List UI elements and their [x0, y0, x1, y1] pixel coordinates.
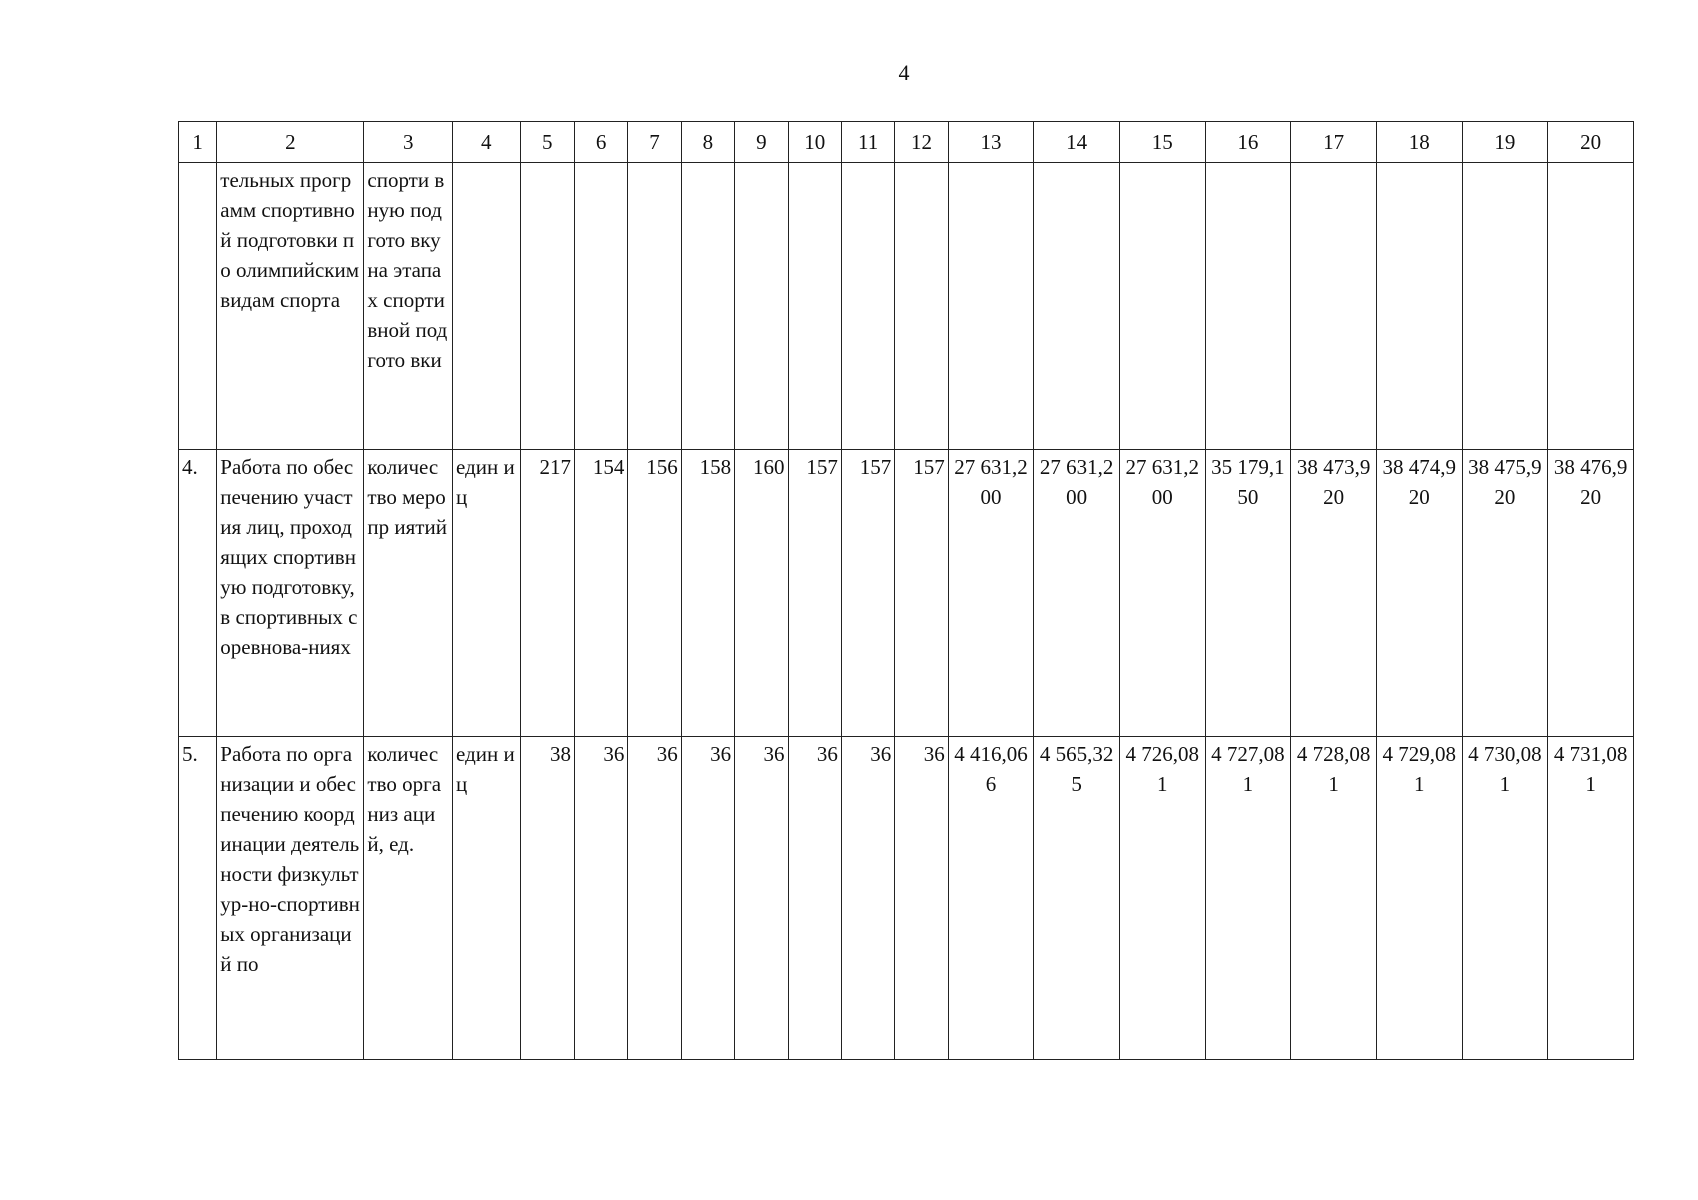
money-cell: 35 179,150 [1205, 450, 1291, 737]
value-cell: 154 [574, 450, 627, 737]
column-header: 3 [364, 122, 453, 163]
value-cell: 157 [895, 450, 948, 737]
value-cell [735, 163, 788, 450]
column-header: 6 [574, 122, 627, 163]
money-cell: 4 565,325 [1034, 737, 1120, 1060]
indicator-name: количес тво организ аций, ед. [364, 737, 453, 1060]
column-header: 5 [520, 122, 574, 163]
unit-cell: един иц [453, 737, 521, 1060]
value-cell: 36 [895, 737, 948, 1060]
money-cell [1548, 163, 1634, 450]
indicator-name: количес тво меропр иятий [364, 450, 453, 737]
column-header: 19 [1462, 122, 1548, 163]
money-cell [1205, 163, 1291, 450]
row-number: 4. [179, 450, 217, 737]
money-cell: 27 631,200 [1034, 450, 1120, 737]
column-header: 7 [628, 122, 681, 163]
value-cell: 157 [841, 450, 894, 737]
table-row [179, 737, 1634, 1060]
money-cell [1291, 163, 1377, 450]
table-row [179, 450, 1634, 737]
column-header: 9 [735, 122, 788, 163]
indicator-name: спорти вную подгото вку на этапах спорти вной подгото вки [364, 163, 453, 450]
value-cell [841, 163, 894, 450]
money-cell: 38 474,920 [1376, 450, 1462, 737]
header-row [179, 122, 1634, 163]
column-header: 12 [895, 122, 948, 163]
column-header: 10 [788, 122, 841, 163]
value-cell: 160 [735, 450, 788, 737]
unit-cell [453, 163, 521, 450]
column-header: 4 [453, 122, 521, 163]
value-cell [628, 163, 681, 450]
money-cell: 4 731,081 [1548, 737, 1634, 1060]
money-cell: 27 631,200 [1119, 450, 1205, 737]
money-cell: 27 631,200 [948, 450, 1034, 737]
service-name: Работа по обеспечению участия лиц, проходящих спортивную подготовку, в спортивных соревнова-ниях [217, 450, 364, 737]
value-cell: 38 [520, 737, 574, 1060]
value-cell [895, 163, 948, 450]
column-header: 2 [217, 122, 364, 163]
column-header: 16 [1205, 122, 1291, 163]
column-header: 17 [1291, 122, 1377, 163]
money-cell [1376, 163, 1462, 450]
value-cell: 36 [841, 737, 894, 1060]
value-cell [681, 163, 734, 450]
column-header: 14 [1034, 122, 1120, 163]
money-cell: 4 728,081 [1291, 737, 1377, 1060]
value-cell: 36 [735, 737, 788, 1060]
value-cell: 156 [628, 450, 681, 737]
money-cell [1034, 163, 1120, 450]
money-cell [948, 163, 1034, 450]
money-cell: 4 726,081 [1119, 737, 1205, 1060]
value-cell [574, 163, 627, 450]
value-cell [788, 163, 841, 450]
column-header: 15 [1119, 122, 1205, 163]
column-header: 11 [841, 122, 894, 163]
value-cell: 36 [788, 737, 841, 1060]
money-cell: 4 730,081 [1462, 737, 1548, 1060]
column-header: 8 [681, 122, 734, 163]
money-cell [1462, 163, 1548, 450]
value-cell [520, 163, 574, 450]
value-cell: 217 [520, 450, 574, 737]
table-row [179, 163, 1634, 450]
money-cell: 38 473,920 [1291, 450, 1377, 737]
service-name: тельных программ спортивной подготовки по олимпийским видам спорта [217, 163, 364, 450]
value-cell: 157 [788, 450, 841, 737]
money-cell: 38 475,920 [1462, 450, 1548, 737]
value-cell: 36 [574, 737, 627, 1060]
column-header: 18 [1376, 122, 1462, 163]
page-number: 4 [898, 60, 910, 85]
row-number: 5. [179, 737, 217, 1060]
column-header: 13 [948, 122, 1034, 163]
data-table [178, 121, 1634, 1060]
money-cell: 4 727,081 [1205, 737, 1291, 1060]
money-cell: 4 416,066 [948, 737, 1034, 1060]
value-cell: 36 [628, 737, 681, 1060]
value-cell: 36 [681, 737, 734, 1060]
money-cell [1119, 163, 1205, 450]
money-cell: 4 729,081 [1376, 737, 1462, 1060]
money-cell: 38 476,920 [1548, 450, 1634, 737]
row-number [179, 163, 217, 450]
column-header: 20 [1548, 122, 1634, 163]
service-name: Работа по организации и обеспечению координации деятельности физкультур-но-спортивных организаций по [217, 737, 364, 1060]
value-cell: 158 [681, 450, 734, 737]
unit-cell: един иц [453, 450, 521, 737]
column-header: 1 [179, 122, 217, 163]
